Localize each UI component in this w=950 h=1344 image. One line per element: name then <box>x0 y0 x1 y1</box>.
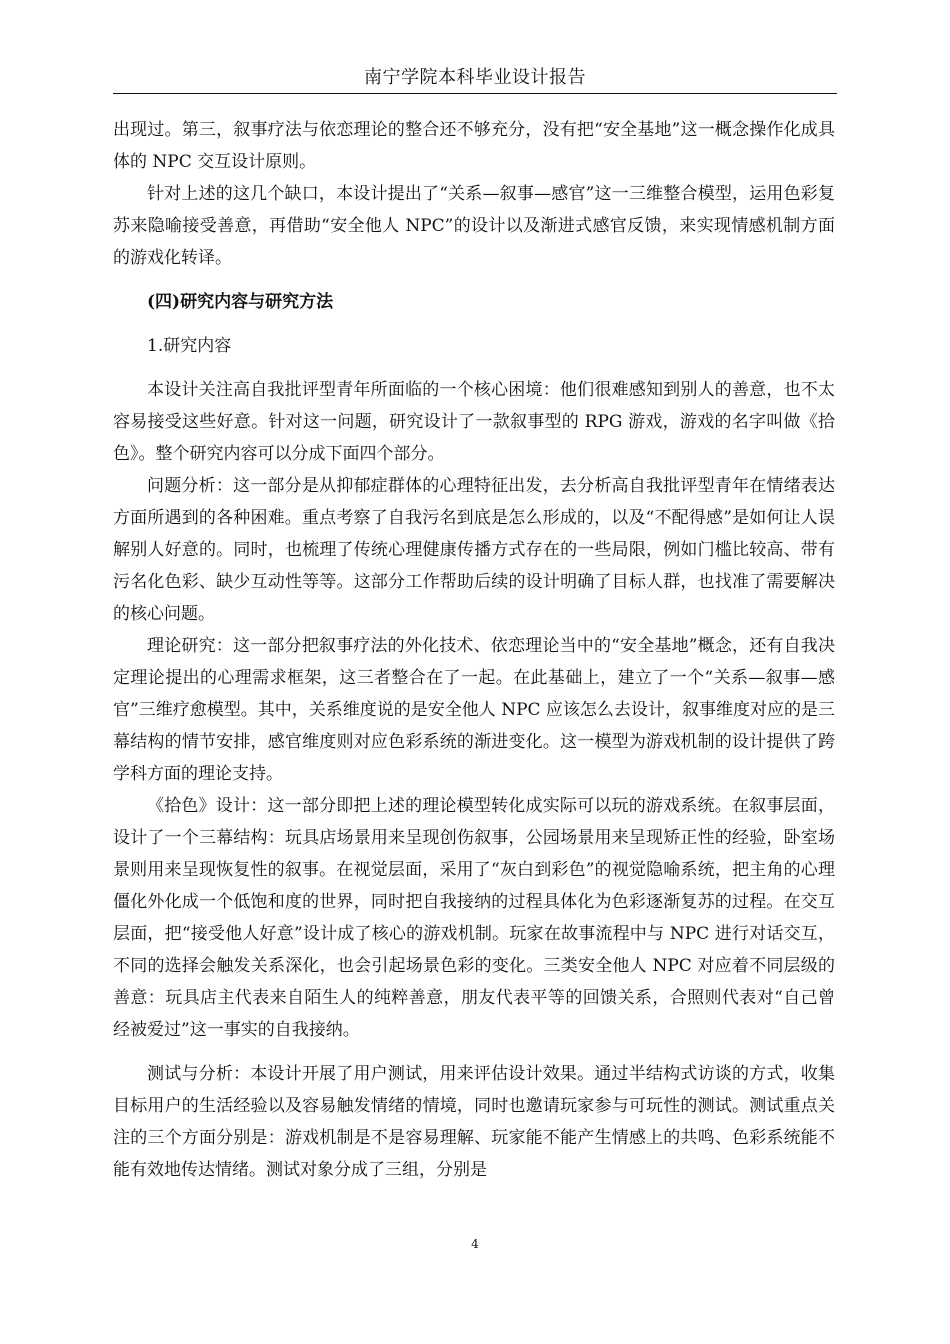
paragraph-game-design: 《拾色》设计：这一部分即把上述的理论模型转化成实际可以玩的游戏系统。在叙事层面，设计了一个三幕结构：玩具店场景用来呈现创伤叙事，公园场景用来呈现矫正性的经验，卧室场景则用来呈现恢复性的叙事。在视觉层面，采用了“灰白到彩色”的视觉隐喻系统，把主角的心理僵化外化成一个低饱和度的世界，同时把自我接纳的过程具体化为色彩逐渐复苏的过程。在交互层面，把“接受他人好意”设计成了核心的游戏机制。玩家在故事流程中与 NPC 进行对话交互，不同的选择会触发关系深化，也会引起场景色彩的变化。三类安全他人 NPC 对应着不同层级的善意：玩具店主代表来自陌生人的纯粹善意，朋友代表平等的回馈关系，合照则代表对“自己曾经被爱过”这一事实的自我接纳。 <box>113 796 835 1040</box>
paragraph-continuation: 出现过。第三，叙事疗法与依恋理论的整合还不够充分，没有把“安全基地”这一概念操作化成具体的 NPC 交互设计原则。 <box>113 120 835 172</box>
page-number: 4 <box>471 1237 479 1251</box>
header-rule <box>113 93 837 94</box>
running-header: 南宁学院本科毕业设计报告 <box>364 67 586 88</box>
subsection-heading: 1.研究内容 <box>147 336 232 356</box>
paragraph-theory-research: 理论研究：这一部分把叙事疗法的外化技术、依恋理论当中的“安全基地”概念，还有自我决定理论提出的心理需求框架，这三者整合在了一起。在此基础上，建立了一个“关系—叙事—感官”三维疗愈模型。其中，关系维度说的是安全他人 NPC 应该怎么去设计，叙事维度对应的是三幕结构的情节安排，感官维度则对应色彩系统的渐进变化。这一模型为游戏机制的设计提供了跨学科方面的理论支持。 <box>113 636 835 784</box>
body-text <box>113 114 835 1186</box>
paragraph-problem-analysis: 问题分析：这一部分是从抑郁症群体的心理特征出发，去分析高自我批评型青年在情绪表达方面所遇到的各种困难。重点考察了自我污名到底是怎么形成的，以及“不配得感”是如何让人误解别人好意的。同时，也梳理了传统心理健康传播方式存在的一些局限，例如门槛比较高、带有污名化色彩、缺少互动性等等。这部分工作帮助后续的设计明确了目标人群，也找准了需要解决的核心问题。 <box>113 476 835 624</box>
paragraph-research-intro: 本设计关注高自我批评型青年所面临的一个核心困境：他们很难感知到别人的善意，也不太容易接受这些好意。针对这一问题，研究设计了一款叙事型的 RPG 游戏，游戏的名字叫做《拾色》。整个研究内容可以分成下面四个部分。 <box>113 380 835 464</box>
section-heading: (四)研究内容与研究方法 <box>147 292 334 312</box>
paragraph-testing: 测试与分析：本设计开展了用户测试，用来评估设计效果。通过半结构式访谈的方式，收集目标用户的生活经验以及容易触发情绪的情境，同时也邀请玩家参与可玩性的测试。测试重点关注的三个方面分别是：游戏机制是不是容易理解、玩家能不能产生情感上的共鸣、色彩系统能不能有效地传达情绪。测试对象分成了三组，分别是 <box>113 1064 835 1180</box>
paragraph-model-proposal: 针对上述的这几个缺口，本设计提出了“关系—叙事—感官”这一三维整合模型，运用色彩复苏来隐喻接受善意，再借助“安全他人 NPC”的设计以及渐进式感官反馈，来实现情感机制方面的游戏化转译。 <box>113 184 835 268</box>
